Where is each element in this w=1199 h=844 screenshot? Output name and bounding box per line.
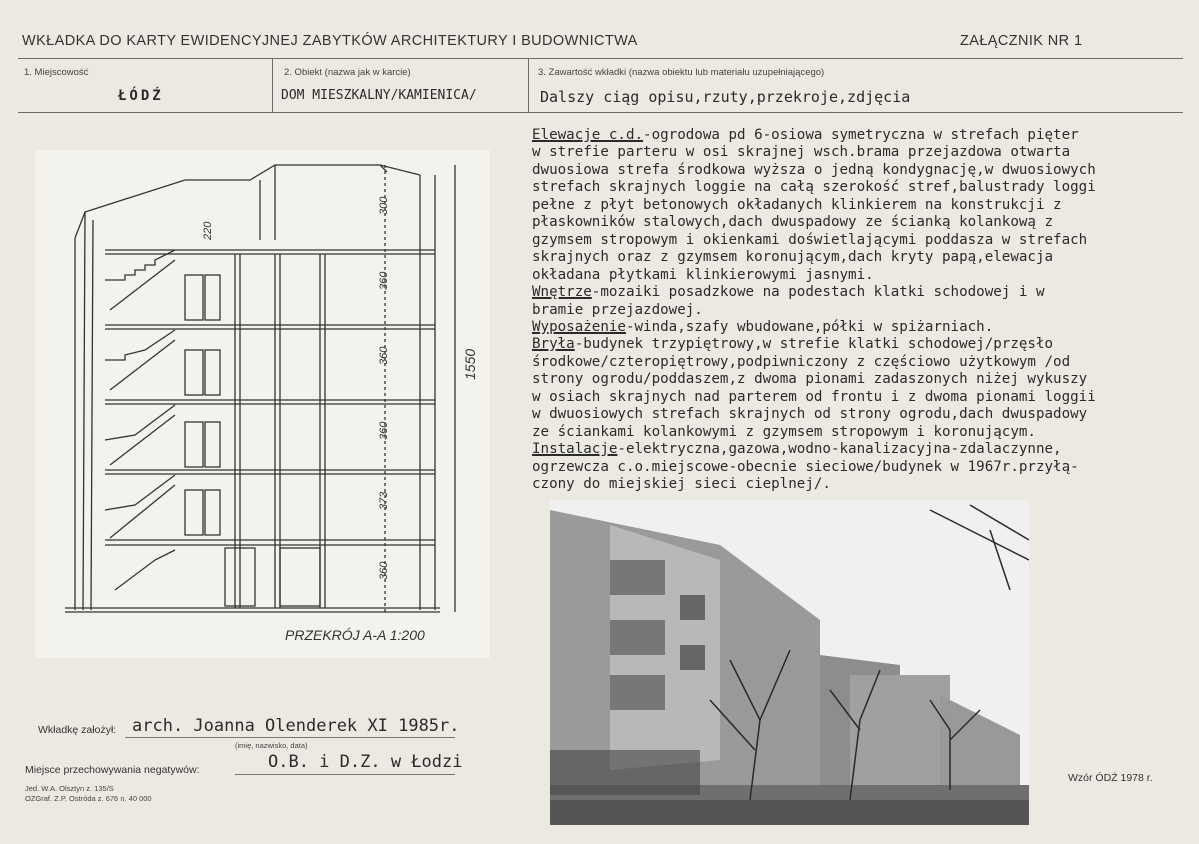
heading-installations: Instalacje [532, 441, 618, 458]
print-info-2: OZGraf. Z.P. Ostróda z. 676 n. 40 000 [25, 794, 152, 803]
field-label-content: 3. Zawartość wkładki (nazwa obiektu lub materiału uzupełniającego) [538, 67, 825, 78]
drawing-caption: PRZEKRÓJ A-A 1:200 [285, 627, 425, 643]
field-value-content: Dalszy ciąg opisu,rzuty,przekroje,zdjęcia [540, 88, 911, 106]
cross-section-drawing [35, 150, 490, 658]
svg-text:360: 360 [378, 346, 390, 365]
divider [18, 58, 1183, 59]
heading-equipment: Wyposażenie [532, 318, 626, 335]
svg-text:300: 300 [378, 196, 390, 215]
svg-text:360: 360 [378, 561, 390, 580]
photo-svg [550, 500, 1029, 825]
text-installations: -elektryczna,gazowa,wodno-kanalizacyjna-zdalaczynne, ogrzewcza c.o.miejscowe-obecnie sieciowe/budynek w 1967r.przyłą- czony do miejskiej sieci cieplnej/. [532, 441, 1079, 493]
building-photo [550, 500, 1029, 825]
negatives-storage-label: Miejsce przechowywania negatywów: [25, 764, 200, 776]
appendix-number: ZAŁĄCZNIK NR 1 [960, 33, 1083, 49]
svg-text:1550: 1550 [462, 348, 478, 380]
compiled-by-hint: (imię, nazwisko, data) [235, 741, 308, 750]
divider [528, 58, 529, 112]
description-text [532, 127, 1182, 494]
field-value-location: ŁÓDŹ [118, 88, 164, 104]
field-label-location: 1. Miejscowość [24, 67, 89, 78]
heading-interior: Wnętrze [532, 284, 592, 301]
field-value-object: DOM MIESZKALNY/KAMIENICA/ [281, 88, 477, 103]
form-template: Wzór ÓDŹ 1978 r. [1068, 772, 1153, 784]
svg-text:360: 360 [378, 421, 390, 440]
divider [18, 112, 1183, 113]
svg-text:373: 373 [378, 491, 390, 510]
text-equipment: -winda,szafy wbudowane,półki w spiżarniach. [625, 318, 994, 335]
compiled-by-label: Wkładkę założył: [38, 724, 117, 736]
text-massing: -budynek trzypiętrowy,w strefie klatki schodowej/przęsło środkowe/czteropiętrowy,podpiwniczony z częściowo użytkowym /od strony ogrodu/poddaszem,z dwoma pionami zadaszonych niżej wykuszy w osiach skrajnych nad parterem od frontu i z dwoma pionami loggii w dwuosiowych strefach skrajnych od strony ogrodu,dach dwuspadowy ze ściankami kolankowymi z gzymsem stropowym i koronującym. [532, 336, 1096, 440]
svg-text:220: 220 [202, 221, 214, 240]
svg-text:360: 360 [378, 271, 390, 290]
text-interior: -mozaiki posadzkowe na podestach klatki schodowej i w bramie przejazdowej. [532, 284, 1045, 318]
heading-massing: Bryła [532, 336, 575, 353]
underline [235, 774, 455, 775]
negatives-storage-value: O.B. i D.Z. w Łodzi [268, 752, 463, 772]
underline [125, 737, 455, 738]
card-title: WKŁADKA DO KARTY EWIDENCYJNEJ ZABYTKÓW ARCHITEKTURY I BUDOWNICTWA [22, 33, 638, 49]
text-elevation: -ogrodowa pd 6-osiowa symetryczna w strefach pięter w strefie parteru w osi skrajnej wsch.brama przejazdowa otwarta dwuosiowa strefa środkowa wyższa o jedną kondygnację,w dwuosiowych strefach skrajnych loggie na całą szerokość stref,balustrady loggi pełne z płyt betonowych okładanych klinkierem na konstrukcji z płaskowników stalowych,dach dwuspadowy ze ścianką kolankową z gzymsem stropowym i okienkami doświetlającymi poddasza w strefach skrajnych oraz z gzymsem koronującym,dach kryty papą,elewacja okładana płytkami klinkierowymi jasnymi. [532, 127, 1096, 283]
compiled-by-value: arch. Joanna Olenderek XI 1985r. [132, 716, 460, 736]
heading-elevation: Elewacje c.d. [532, 127, 644, 143]
cross-section-svg [35, 150, 490, 658]
field-label-object: 2. Obiekt (nazwa jak w karcie) [284, 67, 411, 78]
print-info-1: Jed. W.A. Olsztyn z. 135/S [25, 784, 114, 793]
divider [272, 58, 273, 112]
